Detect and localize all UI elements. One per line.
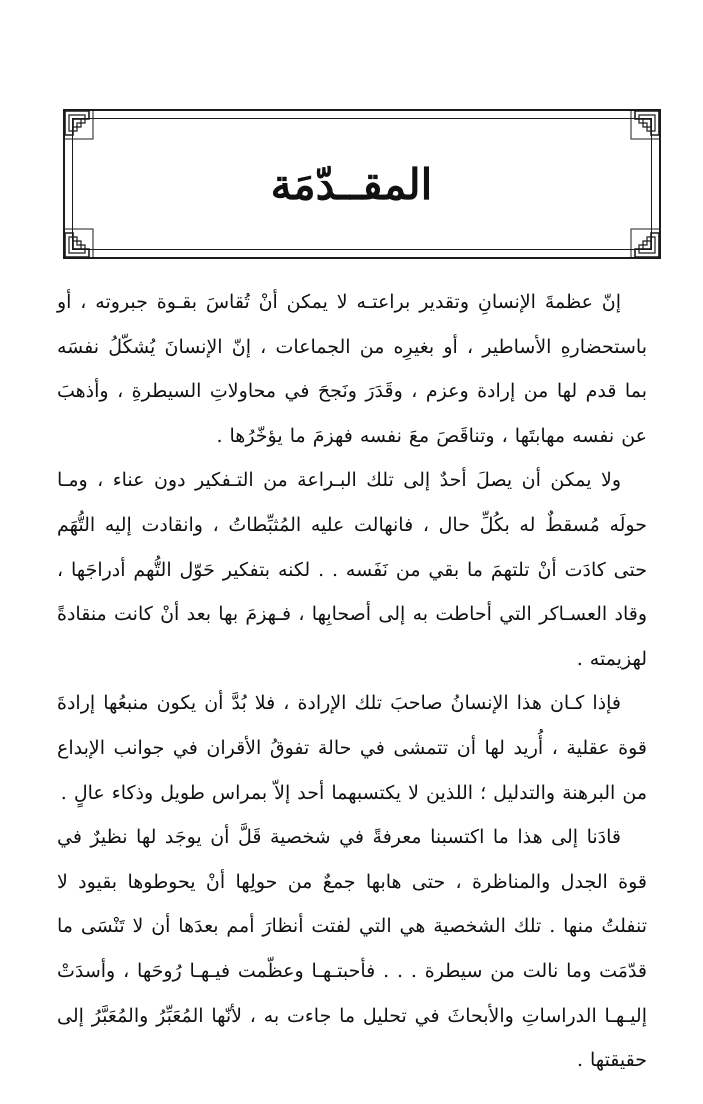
paragraph: ولا يمكن أن يصلَ أحدٌ إلى تلك البـراعة من التـفكير دون عناء ، ومـا حولَه مُسقطٌ له بكُلِّ حال ، فانهالت عليه المُثبِّطاتُ ، وانقادت إليه التُّهَم حتى كادَت أنْ تلتهمَ ما بقي من نَفَسه . . لكنه بتفكير حَوّل التُّهم أدراجَها ، وقاد العسـاكر التي أحاطت به إلى أصحابِها ، فـهزمَ بها بعد أنْ كانت منقادةً لهزيمته .: [57, 469, 647, 670]
corner-ornament-icon: [63, 109, 95, 141]
body-text: [57, 280, 647, 1083]
corner-ornament-icon: [63, 227, 95, 259]
paragraph: قادَنا إلى هذا ما اكتسبنا معرفةً في شخصية قَلَّ أن يوجَد لها نظيرٌ في قوة الجدل والمناظرة ، حتى هابها جمعٌ من حولِها أنْ يحوطوها بقيود لا تنفلتُ منها . تلك الشخصية هي التي لفتت أنظارَ أمم بعدَها أن لا تَنْسَى ما قدّمَت وما نالت من سيطرة . . . فأحبتـهـا وعظّمت فيـهـا رُوحَها ، وأسدَتْ إليـهـا الدراساتِ والأبحاثَ في تحليل ما جاءت به ، لأنّها المُعَبِّرُ والمُعَبَّرُ إلى حقيقتها .: [57, 826, 647, 1072]
corner-ornament-icon: [629, 227, 661, 259]
paragraph: فإذا كـان هذا الإنسانُ صاحبَ تلك الإرادة ، فلا بُدَّ أن يكون منبعُها إرادةَ قوة عقلية ، أُريد لها أن تتمشى في حالة تفوقُ الأقران في جوانب الإبداع من البرهنة والتدليل ؛ اللذين لا يكتسبهما أحد إلاّ بمراس طويل وذكاء عالٍ .: [57, 692, 647, 804]
chapter-title: المقــدّمَة: [270, 160, 433, 209]
corner-ornament-icon: [629, 109, 661, 141]
paragraph: إنّ عظمةَ الإنسانِ وتقدير براعتـه لا يمكن أنْ تُقاسَ بقـوة جبروته ، أو باستحضارهِ الأساطير ، أو بغيرِه من الجماعات ، إنّ الإنسانَ يُشكّلُ نفسَه بما قدم لها من إرادة وعزم ، وقَدَرَ ونَجحَ في محاولاتِ السيطرةِ ، وأذهبَ عن نفسه مهابتَها ، وتناقَصَ معَ نفسه فهزمَ ما يؤخّرُها .: [57, 291, 647, 447]
